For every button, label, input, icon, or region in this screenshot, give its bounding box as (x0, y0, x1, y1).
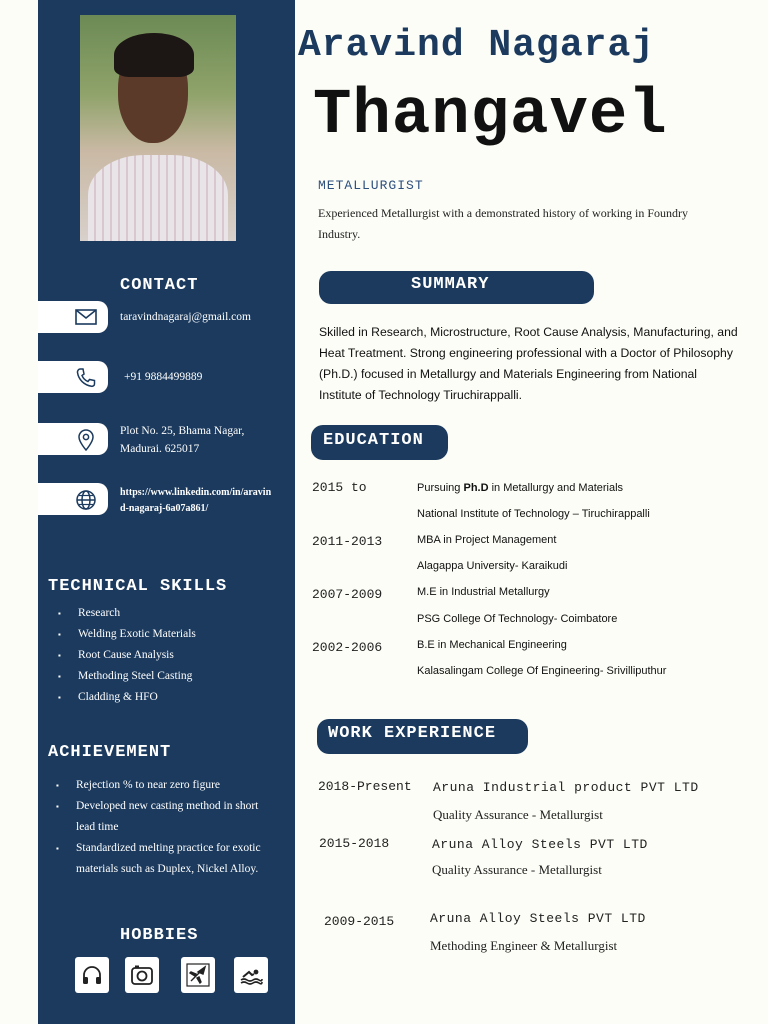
hobby-camera (125, 957, 159, 993)
education-school: Alagappa University- Karaikudi (417, 560, 568, 572)
education-school: National Institute of Technology – Tiruchirappalli (417, 508, 650, 520)
work-years: 2015-2018 (319, 836, 390, 851)
linkedin-pill (38, 483, 108, 515)
hobby-travel (181, 957, 215, 993)
degree-bold: Ph.D (463, 482, 489, 494)
work-position: Methoding Engineer & Metallurgist (430, 938, 618, 953)
contact-email[interactable]: taravindnagaraj@gmail.com (120, 311, 251, 323)
mail-icon (74, 306, 98, 328)
education-school: Kalasalingam College Of Engineering- Srivilliputhur (417, 665, 667, 677)
linkedin-line-1[interactable]: https://www.linkedin.com/in/aravin (120, 487, 272, 498)
list-item: ▪ Cladding & HFO (56, 687, 196, 708)
list-item: ▪ Rejection % to near zero figure (54, 775, 279, 796)
list-item: ▪ Root Cause Analysis (56, 645, 196, 666)
address-line-1: Plot No. 25, Bhama Nagar, (120, 425, 245, 437)
email-pill (38, 301, 108, 333)
work-company: Aruna Alloy Steels PVT LTD (432, 837, 648, 852)
headphones-icon (80, 963, 104, 987)
last-name: Thangavel (313, 80, 668, 152)
contact-linkedin[interactable] (120, 485, 290, 517)
education-degree: MBA in Project Management (417, 534, 557, 546)
work-years: 2018-Present (318, 779, 412, 794)
education-years: 2015 to (312, 480, 367, 495)
education-degree: M.E in Industrial Metallurgy (417, 586, 550, 598)
work-experience-heading: WORK EXPERIENCE (317, 719, 528, 754)
work-position: Quality Assurance - Metallurgist (432, 862, 602, 877)
work-years: 2009-2015 (324, 914, 395, 929)
achievement-list (54, 775, 279, 880)
education-years: 2002-2006 (312, 640, 383, 655)
airplane-icon (186, 963, 210, 987)
phone-icon (74, 366, 98, 390)
swimming-icon (239, 963, 263, 987)
contact-address (120, 422, 290, 458)
globe-icon (74, 488, 98, 512)
summary-text: Skilled in Research, Microstructure, Root Cause Analysis, Manufacturing, and Heat Treatment. Strong engineering professional with a Doctor of Philosophy (Ph.D.) focused in Metallurgy and Materials Engineering from National Institute of Technology Tiruchirappalli. (319, 325, 738, 402)
list-item: ▪ Standardized melting practice for exotic materials such as Duplex, Nickel Alloy. (54, 838, 279, 880)
linkedin-line-2[interactable]: d-nagaraj-6a07a861/ (120, 503, 209, 514)
education-years: 2011-2013 (312, 534, 383, 549)
degree-text: Pursuing (417, 482, 464, 494)
phone-pill (38, 361, 108, 393)
list-item: ▪ Welding Exotic Materials (56, 624, 196, 645)
contact-phone[interactable]: +91 9884499889 (124, 371, 203, 383)
list-item: ▪ Methoding Steel Casting (56, 666, 196, 687)
education-degree: B.E in Mechanical Engineering (417, 639, 567, 651)
location-pin-icon (74, 428, 98, 452)
skills-list (56, 603, 196, 708)
work-company: Aruna Alloy Steels PVT LTD (430, 911, 646, 926)
education-years: 2007-2009 (312, 587, 383, 602)
job-title: METALLURGIST (318, 178, 424, 193)
list-item: ▪ Developed new casting method in short lead time (54, 796, 279, 838)
summary-heading: SUMMARY (319, 271, 594, 304)
hobby-headphones (75, 957, 109, 993)
hobby-swimming (234, 957, 268, 993)
address-line-2: Madurai. 625017 (120, 443, 200, 455)
education-heading: EDUCATION (311, 425, 448, 460)
intro-text: Experienced Metallurgist with a demonstrated history of working in Foundry Industry. (318, 206, 689, 241)
contact-heading: CONTACT (120, 276, 199, 295)
achievement-heading: ACHIEVEMENT (48, 743, 172, 762)
profile-photo (80, 15, 236, 241)
work-position: Quality Assurance - Metallurgist (433, 807, 603, 822)
camera-icon (130, 963, 154, 987)
education-degree (417, 482, 623, 494)
address-pill (38, 423, 108, 455)
education-school: PSG College Of Technology- Coimbatore (417, 613, 618, 625)
degree-text: in Metallurgy and Materials (488, 482, 624, 494)
hobbies-heading: HOBBIES (120, 926, 199, 945)
technical-skills-heading: TECHNICAL SKILLS (48, 577, 228, 596)
first-name: Aravind Nagaraj (298, 24, 656, 67)
work-company: Aruna Industrial product PVT LTD (433, 780, 699, 795)
list-item: ▪ Research (56, 603, 196, 624)
